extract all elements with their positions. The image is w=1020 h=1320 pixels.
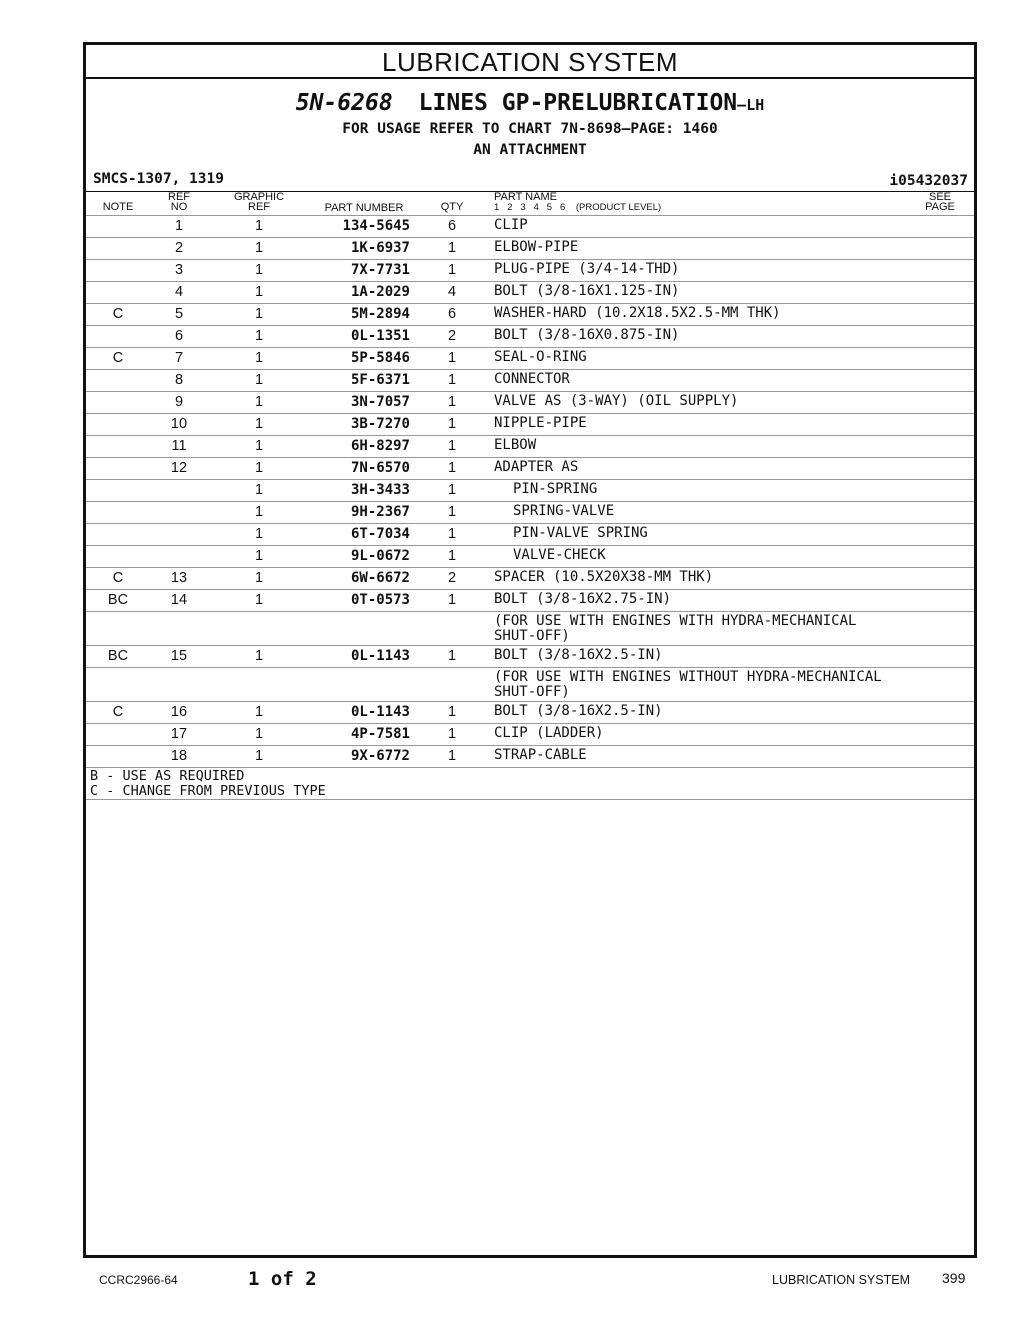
parts-page-frame <box>83 42 977 1258</box>
table-row <box>86 325 974 347</box>
row-qty: 6 <box>447 306 457 322</box>
row-ref-no: 13 <box>170 570 188 586</box>
row-ref-no: 9 <box>174 394 184 410</box>
attachment-label: AN ATTACHMENT <box>473 142 587 158</box>
row-part-number: 0L-1351 <box>350 328 410 344</box>
col-see-top: SEE <box>928 191 951 203</box>
row-ref-no: 15 <box>170 648 188 664</box>
table-row <box>86 745 974 767</box>
table-row <box>86 457 974 479</box>
row-part-number: 1A-2029 <box>350 284 410 300</box>
row-graphic-ref: 1 <box>254 416 264 432</box>
table-row <box>86 723 974 745</box>
row-qty: 1 <box>447 394 457 410</box>
col-ref-top: REF <box>168 191 190 203</box>
row-graphic-ref: 1 <box>254 240 264 256</box>
row-part-name: STRAP-CABLE <box>494 747 587 763</box>
row-part-name: BOLT (3/8-16X2.5-IN) <box>494 703 663 719</box>
col-part-name: PART NAME <box>494 191 557 203</box>
group-title-suffix: —LH <box>737 96 765 114</box>
row-graphic-ref: 1 <box>254 592 264 608</box>
row-part-name: SEAL-O-RING <box>494 349 587 365</box>
row-ref-no: 12 <box>170 460 188 476</box>
column-header <box>86 191 974 215</box>
table-row <box>86 589 974 611</box>
row-part-number: 3N-7057 <box>350 394 410 410</box>
note-c: C - CHANGE FROM PREVIOUS TYPE <box>90 783 326 799</box>
table-row <box>86 391 974 413</box>
table-row <box>86 479 974 501</box>
col-graphic-bottom: REF <box>248 201 270 213</box>
row-graphic-ref: 1 <box>254 328 264 344</box>
section-title: LUBRICATION SYSTEM <box>86 45 974 79</box>
col-product-level: 1 2 3 4 5 6 (PRODUCT LEVEL) <box>494 202 662 213</box>
row-qty: 1 <box>447 748 457 764</box>
row-part-number: 3H-3433 <box>350 482 410 498</box>
row-part-name: BOLT (3/8-16X1.125-IN) <box>494 283 680 299</box>
row-part-number: 6T-7034 <box>350 526 410 542</box>
row-ref-no: 6 <box>174 328 184 344</box>
row-part-name: ADAPTER AS <box>494 459 579 475</box>
row-qty: 1 <box>447 526 457 542</box>
row-ref-no: 17 <box>170 726 188 742</box>
row-part-name: (FOR USE WITH ENGINES WITH HYDRA-MECHANICAL SHUT-OFF) <box>494 613 857 644</box>
row-part-name: PLUG-PIPE (3/4-14-THD) <box>494 261 680 277</box>
group-title: LINES GP-PRELUBRICATION <box>418 90 738 116</box>
table-row <box>86 347 974 369</box>
col-see-bottom: PAGE <box>925 201 955 213</box>
row-part-name: BOLT (3/8-16X0.875-IN) <box>494 327 680 343</box>
note-b: B - USE AS REQUIRED <box>90 768 245 784</box>
row-part-name: VALVE-CHECK <box>513 547 606 563</box>
row-part-number: 9X-6772 <box>350 748 410 764</box>
row-qty: 1 <box>447 460 457 476</box>
table-row <box>86 545 974 567</box>
table-row <box>86 435 974 457</box>
notes-legend <box>86 767 974 800</box>
row-graphic-ref: 1 <box>254 648 264 664</box>
table-row <box>86 523 974 545</box>
footer-page-count: 1 of 2 <box>248 1268 317 1290</box>
row-graphic-ref: 1 <box>254 394 264 410</box>
row-qty: 1 <box>447 350 457 366</box>
table-row <box>86 567 974 589</box>
row-part-number: 9H-2367 <box>350 504 410 520</box>
table-row <box>86 237 974 259</box>
row-qty: 1 <box>447 548 457 564</box>
row-graphic-ref: 1 <box>254 262 264 278</box>
smcs-codes: SMCS-1307, 1319 <box>93 171 224 187</box>
row-qty: 1 <box>447 438 457 454</box>
row-graphic-ref: 1 <box>254 438 264 454</box>
row-graphic-ref: 1 <box>254 284 264 300</box>
row-graphic-ref: 1 <box>254 350 264 366</box>
row-qty: 1 <box>447 262 457 278</box>
col-graphic-top: GRAPHIC <box>233 191 285 203</box>
row-note: C <box>112 570 124 586</box>
row-qty: 1 <box>447 704 457 720</box>
row-part-number: 7X-7731 <box>350 262 410 278</box>
row-ref-no: 7 <box>174 350 184 366</box>
row-ref-no: 14 <box>170 592 188 608</box>
row-ref-no: 8 <box>174 372 184 388</box>
page-footer <box>0 1266 1020 1290</box>
row-part-number: 0L-1143 <box>350 648 410 664</box>
row-qty: 1 <box>447 416 457 432</box>
row-part-number: 1K-6937 <box>350 240 410 256</box>
row-qty: 2 <box>447 570 457 586</box>
row-part-number: 6H-8297 <box>350 438 410 454</box>
row-part-name: BOLT (3/8-16X2.5-IN) <box>494 647 663 663</box>
row-graphic-ref: 1 <box>254 748 264 764</box>
row-part-number: 6W-6672 <box>350 570 410 586</box>
row-graphic-ref: 1 <box>254 726 264 742</box>
row-part-name: CLIP (LADDER) <box>494 725 604 741</box>
row-part-name: PIN-VALVE SPRING <box>513 525 648 541</box>
footer-document-code: CCRC2966-64 <box>99 1273 178 1287</box>
table-row <box>86 369 974 391</box>
row-graphic-ref: 1 <box>254 460 264 476</box>
row-qty: 6 <box>447 218 457 234</box>
row-part-number: 5F-6371 <box>350 372 410 388</box>
table-row <box>86 667 974 701</box>
row-part-name: VALVE AS (3-WAY) (OIL SUPPLY) <box>494 393 739 409</box>
row-part-number: 4P-7581 <box>350 726 410 742</box>
col-ref-bottom: NO <box>170 201 188 213</box>
parts-table <box>86 215 974 767</box>
row-qty: 1 <box>447 372 457 388</box>
footer-section: LUBRICATION SYSTEM <box>772 1273 910 1287</box>
row-graphic-ref: 1 <box>254 548 264 564</box>
row-graphic-ref: 1 <box>254 306 264 322</box>
row-part-name: ELBOW-PIPE <box>494 239 579 255</box>
row-ref-no: 10 <box>170 416 188 432</box>
smcs-row <box>86 167 974 191</box>
row-graphic-ref: 1 <box>254 504 264 520</box>
row-qty: 1 <box>447 592 457 608</box>
row-ref-no: 16 <box>170 704 188 720</box>
col-part-number: PART NUMBER <box>324 202 404 214</box>
row-part-name: ELBOW <box>494 437 537 453</box>
row-qty: 1 <box>447 648 457 664</box>
col-note: NOTE <box>102 201 134 213</box>
row-part-name: (FOR USE WITH ENGINES WITHOUT HYDRA-MECHANICAL SHUT-OFF) <box>494 669 882 700</box>
row-part-number: 0L-1143 <box>350 704 410 720</box>
row-part-name: WASHER-HARD (10.2X18.5X2.5-MM THK) <box>494 305 781 321</box>
row-ref-no: 2 <box>174 240 184 256</box>
row-graphic-ref: 1 <box>254 570 264 586</box>
row-part-name: NIPPLE-PIPE <box>494 415 587 431</box>
row-part-name: SPACER (10.5X20X38-MM THK) <box>494 569 714 585</box>
footer-page-number: 399 <box>942 1270 966 1286</box>
table-row <box>86 215 974 237</box>
row-note: BC <box>107 592 129 608</box>
usage-reference: FOR USAGE REFER TO CHART 7N-8698—PAGE: 1460 <box>342 121 718 137</box>
row-ref-no: 1 <box>174 218 184 234</box>
row-graphic-ref: 1 <box>254 372 264 388</box>
row-part-number: 134-5645 <box>342 218 410 234</box>
table-row <box>86 303 974 325</box>
table-row <box>86 501 974 523</box>
table-row <box>86 611 974 645</box>
row-qty: 1 <box>447 504 457 520</box>
row-ref-no: 18 <box>170 748 188 764</box>
row-graphic-ref: 1 <box>254 704 264 720</box>
row-part-number: 5P-5846 <box>350 350 410 366</box>
row-part-number: 5M-2894 <box>350 306 410 322</box>
row-part-number: 3B-7270 <box>350 416 410 432</box>
row-part-name: SPRING-VALVE <box>513 503 615 519</box>
row-qty: 2 <box>447 328 457 344</box>
row-qty: 1 <box>447 726 457 742</box>
row-note: C <box>112 704 124 720</box>
heading-title-line <box>86 89 974 119</box>
table-row <box>86 281 974 303</box>
row-part-name: CONNECTOR <box>494 371 570 387</box>
row-qty: 4 <box>447 284 457 300</box>
document-id: i05432037 <box>889 173 968 189</box>
row-part-number: 0T-0573 <box>350 592 410 608</box>
row-ref-no: 4 <box>174 284 184 300</box>
row-graphic-ref: 1 <box>254 482 264 498</box>
group-heading <box>86 89 974 161</box>
row-note: BC <box>107 648 129 664</box>
row-note: C <box>112 306 124 322</box>
row-ref-no: 5 <box>174 306 184 322</box>
table-row <box>86 259 974 281</box>
row-ref-no: 11 <box>171 438 187 454</box>
row-part-name: PIN-SPRING <box>513 481 598 497</box>
row-ref-no: 3 <box>174 262 184 278</box>
row-graphic-ref: 1 <box>254 526 264 542</box>
group-part-number: 5N-6268 <box>295 90 393 116</box>
row-note: C <box>112 350 124 366</box>
col-qty: QTY <box>440 201 464 213</box>
row-graphic-ref: 1 <box>254 218 264 234</box>
row-qty: 1 <box>447 482 457 498</box>
row-qty: 1 <box>447 240 457 256</box>
table-row <box>86 413 974 435</box>
row-part-number: 7N-6570 <box>350 460 410 476</box>
row-part-name: CLIP <box>494 217 528 233</box>
table-row <box>86 645 974 667</box>
row-part-name: BOLT (3/8-16X2.75-IN) <box>494 591 672 607</box>
row-part-number: 9L-0672 <box>350 548 410 564</box>
table-row <box>86 701 974 723</box>
